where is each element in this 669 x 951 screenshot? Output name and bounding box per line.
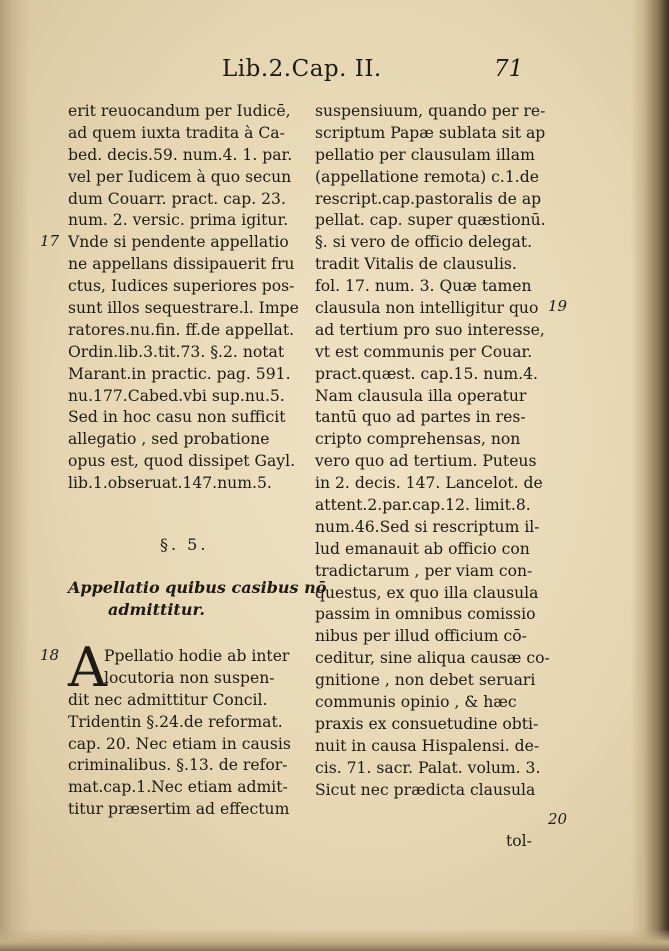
section-rubric xyxy=(68,577,326,621)
text-line: nuit in causa Hispalensi. de- xyxy=(315,736,540,755)
text-line: praxis ex consuetudine obti- xyxy=(315,714,539,733)
text-line: questus, ex quo illa clausula xyxy=(315,583,539,602)
text-line: gnitione , non debet seruari xyxy=(315,671,536,690)
page-bottom-edge xyxy=(0,929,669,951)
text-line: dum Couarr. pract. cap. 23. xyxy=(68,189,286,208)
text-line: lib.1.obseruat.147.num.5. xyxy=(68,474,272,493)
text-line: vt est communis per Couar. xyxy=(315,342,533,361)
text-line: ad tertium pro suo interesse, xyxy=(315,320,545,339)
text-line: ceditur, sine aliqua causæ co- xyxy=(315,649,550,668)
text-line: tradictarum , per viam con- xyxy=(315,561,533,580)
text-line: titur præsertim ad effectum xyxy=(68,800,290,819)
text-line: passim in omnibus comissio xyxy=(315,605,536,624)
text-line: Nam clausula illa operatur xyxy=(315,386,527,405)
text-line: attent.2.par.cap.12. limit.8. xyxy=(315,496,531,515)
text-line: tantū quo ad partes in res- xyxy=(315,408,526,427)
text-line: cap. 20. Nec etiam in causis xyxy=(68,734,291,753)
text-line: num. 2. versic. prima igitur. xyxy=(68,211,289,230)
text-line: pract.quæst. cap.15. num.4. xyxy=(315,364,538,383)
text-line: ratores.nu.fin. ff.de appellat. xyxy=(68,320,295,339)
running-title: Lib.2.Cap. II. xyxy=(222,56,382,82)
rubric-line: Appellatio quibus casibus nō xyxy=(68,578,327,597)
text-line: vero quo ad tertium. Puteus xyxy=(315,452,537,471)
text-line: Vnde si pendente appellatio xyxy=(68,233,289,252)
text-line: pellat. cap. super quæstionū. xyxy=(315,211,546,230)
rubric-line: admittitur. xyxy=(108,600,205,619)
binding-gutter xyxy=(0,0,30,951)
drop-cap: A xyxy=(68,636,107,699)
text-line: num.46.Sed si rescriptum il- xyxy=(315,517,540,536)
text-line: Tridentin §.24.de reformat. xyxy=(68,712,283,731)
section-heading: §. 5. xyxy=(160,535,209,554)
text-line: in 2. decis. 147. Lancelot. de xyxy=(315,474,543,493)
text-line: pellatio per clausulam illam xyxy=(315,145,535,164)
catchword: tol- xyxy=(506,832,532,850)
text-line: §. si vero de officio delegat. xyxy=(315,233,533,252)
text-line: vel per Iudicem à quo secun xyxy=(68,167,292,186)
text-line: opus est, quod dissipet Gayl. xyxy=(68,452,296,471)
margin-number-18: 18 xyxy=(40,646,60,664)
text-line: nibus per illud officium cō- xyxy=(315,627,527,646)
left-column xyxy=(68,101,308,495)
text-line: ctus, Iudices superiores pos- xyxy=(68,277,295,296)
text-line: fol. 17. num. 3. Quæ tamen xyxy=(315,277,532,296)
margin-number-17: 17 xyxy=(40,232,60,250)
text-line: dit nec admittitur Concil. xyxy=(68,690,268,709)
right-column xyxy=(315,101,585,802)
text-line: criminalibus. §.13. de refor- xyxy=(68,756,288,775)
text-line: lud emanauit ab officio con xyxy=(315,539,530,558)
text-line: Ppellatio hodie ab inter xyxy=(104,647,290,665)
margin-number-20: 20 xyxy=(548,810,568,828)
text-line: cis. 71. sacr. Palat. volum. 3. xyxy=(315,758,541,777)
text-line: scriptum Papæ sublata sit ap xyxy=(315,123,546,142)
text-line: clausula non intelligitur quo xyxy=(315,299,539,318)
text-line: Sed in hoc casu non sufficit xyxy=(68,408,286,427)
text-line: suspensiuum, quando per re- xyxy=(315,102,546,120)
text-line: Sicut nec prædicta clausula xyxy=(315,780,536,799)
text-line: tradit Vitalis de clausulis. xyxy=(315,255,517,274)
left-column-continued xyxy=(68,636,308,821)
text-line: mat.cap.1.Nec etiam admit- xyxy=(68,778,288,797)
text-line: bed. decis.59. num.4. 1. par. xyxy=(68,145,293,164)
text-line: nu.177.Cabed.vbi sup.nu.5. xyxy=(68,386,285,405)
page-edge-shadow xyxy=(631,0,669,951)
text-line: erit reuocandum per Iudicē, xyxy=(68,102,291,120)
text-line: sunt illos sequestrare.l. Impe xyxy=(68,299,299,318)
page-number: 71 xyxy=(494,56,524,82)
text-line: Marant.in practic. pag. 591. xyxy=(68,364,291,383)
margin-number-19: 19 xyxy=(548,297,568,315)
text-line: rescript.cap.pastoralis de ap xyxy=(315,189,542,208)
text-line: cripto comprehensas, non xyxy=(315,430,521,449)
text-line: communis opinio , & hæc xyxy=(315,693,517,712)
text-line: allegatio , sed probatione xyxy=(68,430,270,449)
text-line: ne appellans dissipauerit fru xyxy=(68,255,295,274)
text-line: ad quem iuxta tradita à Ca- xyxy=(68,123,285,142)
text-line: locutoria non suspen- xyxy=(104,668,275,687)
text-line: (appellatione remota) c.1.de xyxy=(315,167,539,186)
text-line: Ordin.lib.3.tit.73. §.2. notat xyxy=(68,342,285,361)
